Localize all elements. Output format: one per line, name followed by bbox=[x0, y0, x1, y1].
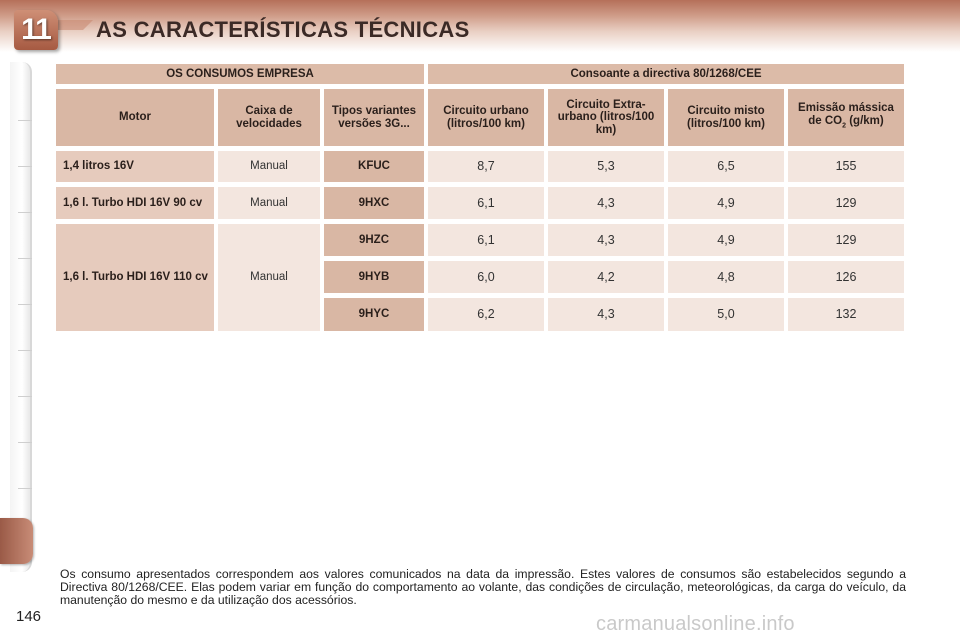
table-row-extra-urban: 4,2 bbox=[548, 261, 664, 293]
table-row-urban: 6,2 bbox=[428, 298, 544, 331]
table-row-gearbox: Manual bbox=[218, 224, 320, 331]
table-row-mixed: 6,5 bbox=[668, 151, 784, 182]
table-row-code: 9HYB bbox=[324, 261, 424, 293]
table-row-gearbox: Manual bbox=[218, 187, 320, 219]
group-header-directive: Consoante a directiva 80/1268/CEE bbox=[428, 64, 904, 84]
side-tab-divider bbox=[18, 120, 32, 121]
side-tab-divider bbox=[18, 258, 32, 259]
chapter-side-tabs bbox=[0, 62, 34, 572]
table-row-motor: 1,6 l. Turbo HDI 16V 90 cv bbox=[56, 187, 214, 219]
group-header-empresa: OS CONSUMOS EMPRESA bbox=[56, 64, 424, 84]
watermark: carmanualsonline.info bbox=[596, 613, 795, 635]
co2-header-text bbox=[798, 102, 894, 132]
footnote-paragraph: Os consumo apresentados correspondem aos valores comunicados na data da impressão. Estes valores de consumos são estabelecidos segundo a Directiva 80/1268/CEE. Elas podem variar em função do comportamento ao volante, das condições de circulação, meteorológicas, da carga do veículo, da manutenção do mesmo e da utilização dos acessórios. bbox=[60, 567, 906, 607]
table-row-extra-urban: 4,3 bbox=[548, 187, 664, 219]
table-row-urban: 6,1 bbox=[428, 187, 544, 219]
column-header-mixed: Circuito misto (litros/100 km) bbox=[668, 89, 784, 146]
table-row-extra-urban: 5,3 bbox=[548, 151, 664, 182]
side-tab-strip bbox=[10, 62, 32, 572]
side-tab-divider bbox=[18, 488, 32, 489]
table-row-mixed: 4,9 bbox=[668, 187, 784, 219]
table-row-extra-urban: 4,3 bbox=[548, 298, 664, 331]
table-row-co2: 129 bbox=[788, 224, 904, 256]
column-header-extra-urban: Circuito Extra-urbano (litros/100 km) bbox=[548, 89, 664, 146]
table-row-code: 9HYC bbox=[324, 298, 424, 331]
column-header-variants: Tipos variantes versões 3G... bbox=[324, 89, 424, 146]
table-row-code: 9HXC bbox=[324, 187, 424, 219]
table-row-motor: 1,6 l. Turbo HDI 16V 110 cv bbox=[56, 224, 214, 331]
column-header-motor: Motor bbox=[56, 89, 214, 146]
table-row-co2: 126 bbox=[788, 261, 904, 293]
column-header-urban: Circuito urbano (litros/100 km) bbox=[428, 89, 544, 146]
table-row-code: KFUC bbox=[324, 151, 424, 182]
side-tab-divider bbox=[18, 166, 32, 167]
table-row-motor: 1,4 litros 16V bbox=[56, 151, 214, 182]
table-row-urban: 6,1 bbox=[428, 224, 544, 256]
co2-header-subscript: 2 bbox=[842, 122, 847, 130]
side-tab-active-chapter bbox=[0, 518, 33, 564]
co2-header-suffix: (g/km) bbox=[846, 114, 884, 127]
page-number: 146 bbox=[16, 608, 42, 625]
table-row-gearbox: Manual bbox=[218, 151, 320, 182]
column-header-gearbox: Caixa de velocidades bbox=[218, 89, 320, 146]
side-tab-divider bbox=[18, 396, 32, 397]
chapter-badge: 11 bbox=[14, 10, 58, 50]
table-row-mixed: 4,9 bbox=[668, 224, 784, 256]
table-row-code: 9HZC bbox=[324, 224, 424, 256]
side-tab-divider bbox=[18, 350, 32, 351]
table-row-urban: 8,7 bbox=[428, 151, 544, 182]
table-row-extra-urban: 4,3 bbox=[548, 224, 664, 256]
table-row-co2: 132 bbox=[788, 298, 904, 331]
side-tab-divider bbox=[18, 442, 32, 443]
table-row-mixed: 5,0 bbox=[668, 298, 784, 331]
side-tab-divider bbox=[18, 212, 32, 213]
side-tab-divider bbox=[18, 304, 32, 305]
page-title: AS CARACTERÍSTICAS TÉCNICAS bbox=[96, 17, 470, 42]
table-row-co2: 129 bbox=[788, 187, 904, 219]
table-row-urban: 6,0 bbox=[428, 261, 544, 293]
co2-header-prefix: Emissão mássica de CO bbox=[798, 102, 894, 127]
column-header-co2 bbox=[788, 89, 904, 146]
table-row-mixed: 4,8 bbox=[668, 261, 784, 293]
table-row-co2: 155 bbox=[788, 151, 904, 182]
